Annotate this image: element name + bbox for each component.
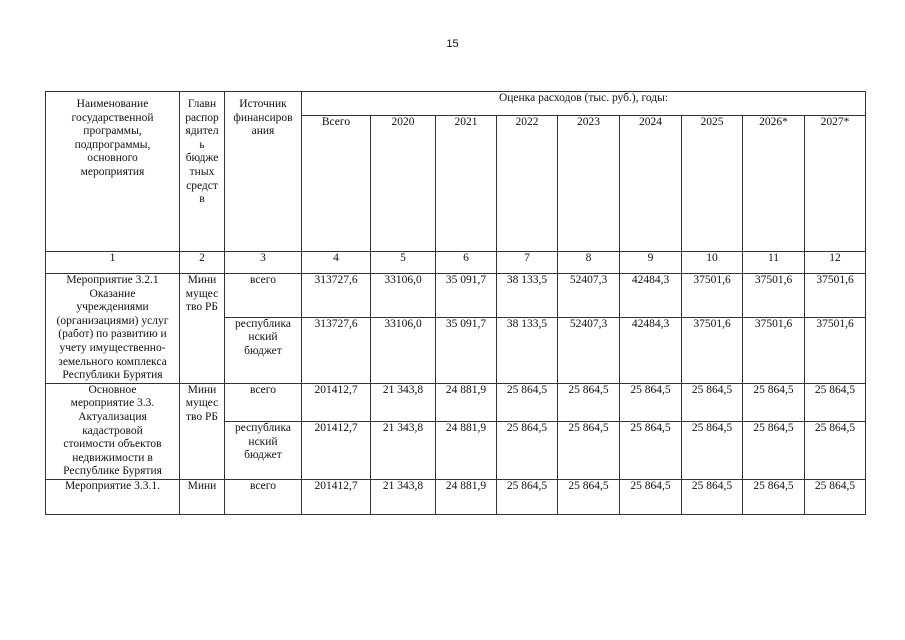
column-number: 7 (497, 252, 558, 274)
column-number: 10 (682, 252, 743, 274)
value-cell: 25 864,5 (497, 479, 558, 514)
text-line: Главн (187, 98, 217, 110)
value-cell: 25 864,5 (682, 479, 743, 514)
value-cell: 24 881,9 (436, 383, 497, 421)
activity-name-cell (46, 479, 180, 514)
text-line: Источник (239, 98, 287, 110)
text-line: республика (235, 421, 291, 434)
text-line: Мероприятие 3.2.1 (66, 274, 159, 286)
text-line: финансиров (233, 111, 293, 124)
text-line: тво РБ (185, 410, 218, 423)
column-number: 11 (743, 252, 805, 274)
value-cell: 37501,6 (743, 274, 805, 318)
column-number: 3 (225, 252, 302, 274)
value-cell: 35 091,7 (436, 317, 497, 383)
text-line: стоимости объектов (63, 438, 162, 451)
table-row (46, 479, 866, 514)
table-row (46, 274, 866, 318)
value-cell: 25 864,5 (805, 421, 866, 479)
text-line: (организациями) услуг (56, 314, 169, 327)
text-line: ядител (185, 125, 219, 138)
value-cell: 24 881,9 (436, 421, 497, 479)
value-cell: 42484,3 (620, 317, 682, 383)
value-cell: 25 864,5 (743, 421, 805, 479)
text-line: учреждениями (76, 301, 149, 314)
value-cell: 42484,3 (620, 274, 682, 318)
funding-source-cell (225, 317, 302, 383)
text-line: всего (250, 479, 276, 492)
value-cell: 21 343,8 (371, 479, 436, 514)
text-line: нский (248, 435, 278, 448)
text-line: Оказание (89, 287, 136, 300)
value-cell: 37501,6 (743, 317, 805, 383)
value-cell: 25 864,5 (620, 421, 682, 479)
funding-source-cell (225, 274, 302, 318)
value-cell: 25 864,5 (682, 421, 743, 479)
funding-source-cell (225, 479, 302, 514)
text-line: государственной (71, 111, 154, 124)
value-cell: 313727,6 (302, 317, 371, 383)
year-col-total: Всего (302, 116, 371, 252)
value-cell: 37501,6 (682, 317, 743, 383)
text-line: ания (251, 125, 275, 138)
text-line: бюджет (244, 449, 282, 462)
text-line: Мини (187, 274, 217, 286)
activity-name-cell (46, 383, 180, 479)
text-line: учету имущественно- (59, 341, 166, 354)
header-source-cell (225, 92, 302, 252)
value-cell: 25 864,5 (497, 421, 558, 479)
value-cell: 37501,6 (805, 274, 866, 318)
value-cell: 38 133,5 (497, 274, 558, 318)
text-line: бюджет (244, 344, 282, 357)
text-line: всего (250, 274, 276, 286)
value-cell: 25 864,5 (558, 383, 620, 421)
year-col-2022: 2022 (497, 116, 558, 252)
value-cell: 25 864,5 (682, 383, 743, 421)
table-row (46, 383, 866, 421)
header-name-cell (46, 92, 180, 252)
value-cell: 201412,7 (302, 421, 371, 479)
text-line: распор (185, 111, 219, 124)
year-col-2021: 2021 (436, 116, 497, 252)
owner-cell (180, 383, 225, 479)
text-line: всего (250, 383, 276, 396)
value-cell: 201412,7 (302, 383, 371, 421)
column-number-row (46, 252, 866, 274)
text-line: тво РБ (185, 301, 218, 314)
column-number: 4 (302, 252, 371, 274)
year-col-2024: 2024 (620, 116, 682, 252)
value-cell: 25 864,5 (620, 383, 682, 421)
budget-table (45, 91, 866, 515)
value-cell: 25 864,5 (620, 479, 682, 514)
value-cell: 25 864,5 (497, 383, 558, 421)
funding-source-cell (225, 421, 302, 479)
text-line: в (199, 193, 205, 206)
value-cell: 25 864,5 (558, 479, 620, 514)
column-number: 5 (371, 252, 436, 274)
text-line: Актуализация (78, 410, 147, 423)
text-line: мероприятия (80, 165, 145, 178)
text-line: земельного комплекса (58, 355, 167, 368)
text-line: ь (199, 138, 205, 151)
year-col-2025: 2025 (682, 116, 743, 252)
text-line: Основное (88, 383, 137, 396)
value-cell: 33106,0 (371, 317, 436, 383)
value-cell: 33106,0 (371, 274, 436, 318)
funding-source-cell (225, 383, 302, 421)
value-cell: 37501,6 (682, 274, 743, 318)
owner-cell (180, 479, 225, 514)
column-number: 9 (620, 252, 682, 274)
value-cell: 35 091,7 (436, 274, 497, 318)
value-cell: 25 864,5 (805, 383, 866, 421)
text-line: Мероприятие 3.3.1. (64, 479, 161, 492)
value-cell: 38 133,5 (497, 317, 558, 383)
column-number: 6 (436, 252, 497, 274)
value-cell: 37501,6 (805, 317, 866, 383)
activity-name-cell (46, 274, 180, 384)
text-line: Мини (187, 479, 217, 492)
value-cell: 24 881,9 (436, 479, 497, 514)
header-owner-cell (180, 92, 225, 252)
text-line: Наименование (76, 98, 149, 110)
value-cell: 21 343,8 (371, 421, 436, 479)
text-line: основного (87, 152, 138, 165)
text-line: Республики Бурятия (62, 369, 163, 382)
page-number: 15 (446, 38, 459, 50)
value-cell: 313727,6 (302, 274, 371, 318)
text-line: тных (189, 165, 215, 178)
text-line: мущес (185, 397, 219, 410)
expenses-title: Оценка расходов (тыс. руб.), годы: (302, 92, 866, 116)
text-line: средст (186, 179, 218, 192)
value-cell: 25 864,5 (743, 383, 805, 421)
owner-cell (180, 274, 225, 384)
value-cell: 21 343,8 (371, 383, 436, 421)
column-number: 1 (46, 252, 180, 274)
text-line: недвижимости в (72, 451, 153, 464)
value-cell: 52407,3 (558, 317, 620, 383)
value-cell: 25 864,5 (805, 479, 866, 514)
column-number: 12 (805, 252, 866, 274)
year-col-2023: 2023 (558, 116, 620, 252)
text-line: нский (248, 331, 278, 344)
text-line: Республике Бурятия (63, 465, 162, 478)
value-cell: 25 864,5 (743, 479, 805, 514)
text-line: мущес (185, 287, 219, 300)
header-row (46, 92, 866, 116)
text-line: бюдже (185, 152, 219, 165)
text-line: (работ) по развитию и (58, 328, 167, 341)
year-col-2026: 2026* (743, 116, 805, 252)
text-line: программы, (83, 125, 142, 138)
text-line: мероприятие 3.3. (70, 397, 155, 410)
year-col-2027: 2027* (805, 116, 866, 252)
year-col-2020: 2020 (371, 116, 436, 252)
value-cell: 25 864,5 (558, 421, 620, 479)
value-cell: 52407,3 (558, 274, 620, 318)
column-number: 8 (558, 252, 620, 274)
text-line: кадастровой (82, 424, 143, 437)
text-line: подпрограммы, (74, 138, 151, 151)
value-cell: 201412,7 (302, 479, 371, 514)
text-line: республика (235, 317, 291, 330)
text-line: Мини (187, 383, 217, 396)
column-number: 2 (180, 252, 225, 274)
